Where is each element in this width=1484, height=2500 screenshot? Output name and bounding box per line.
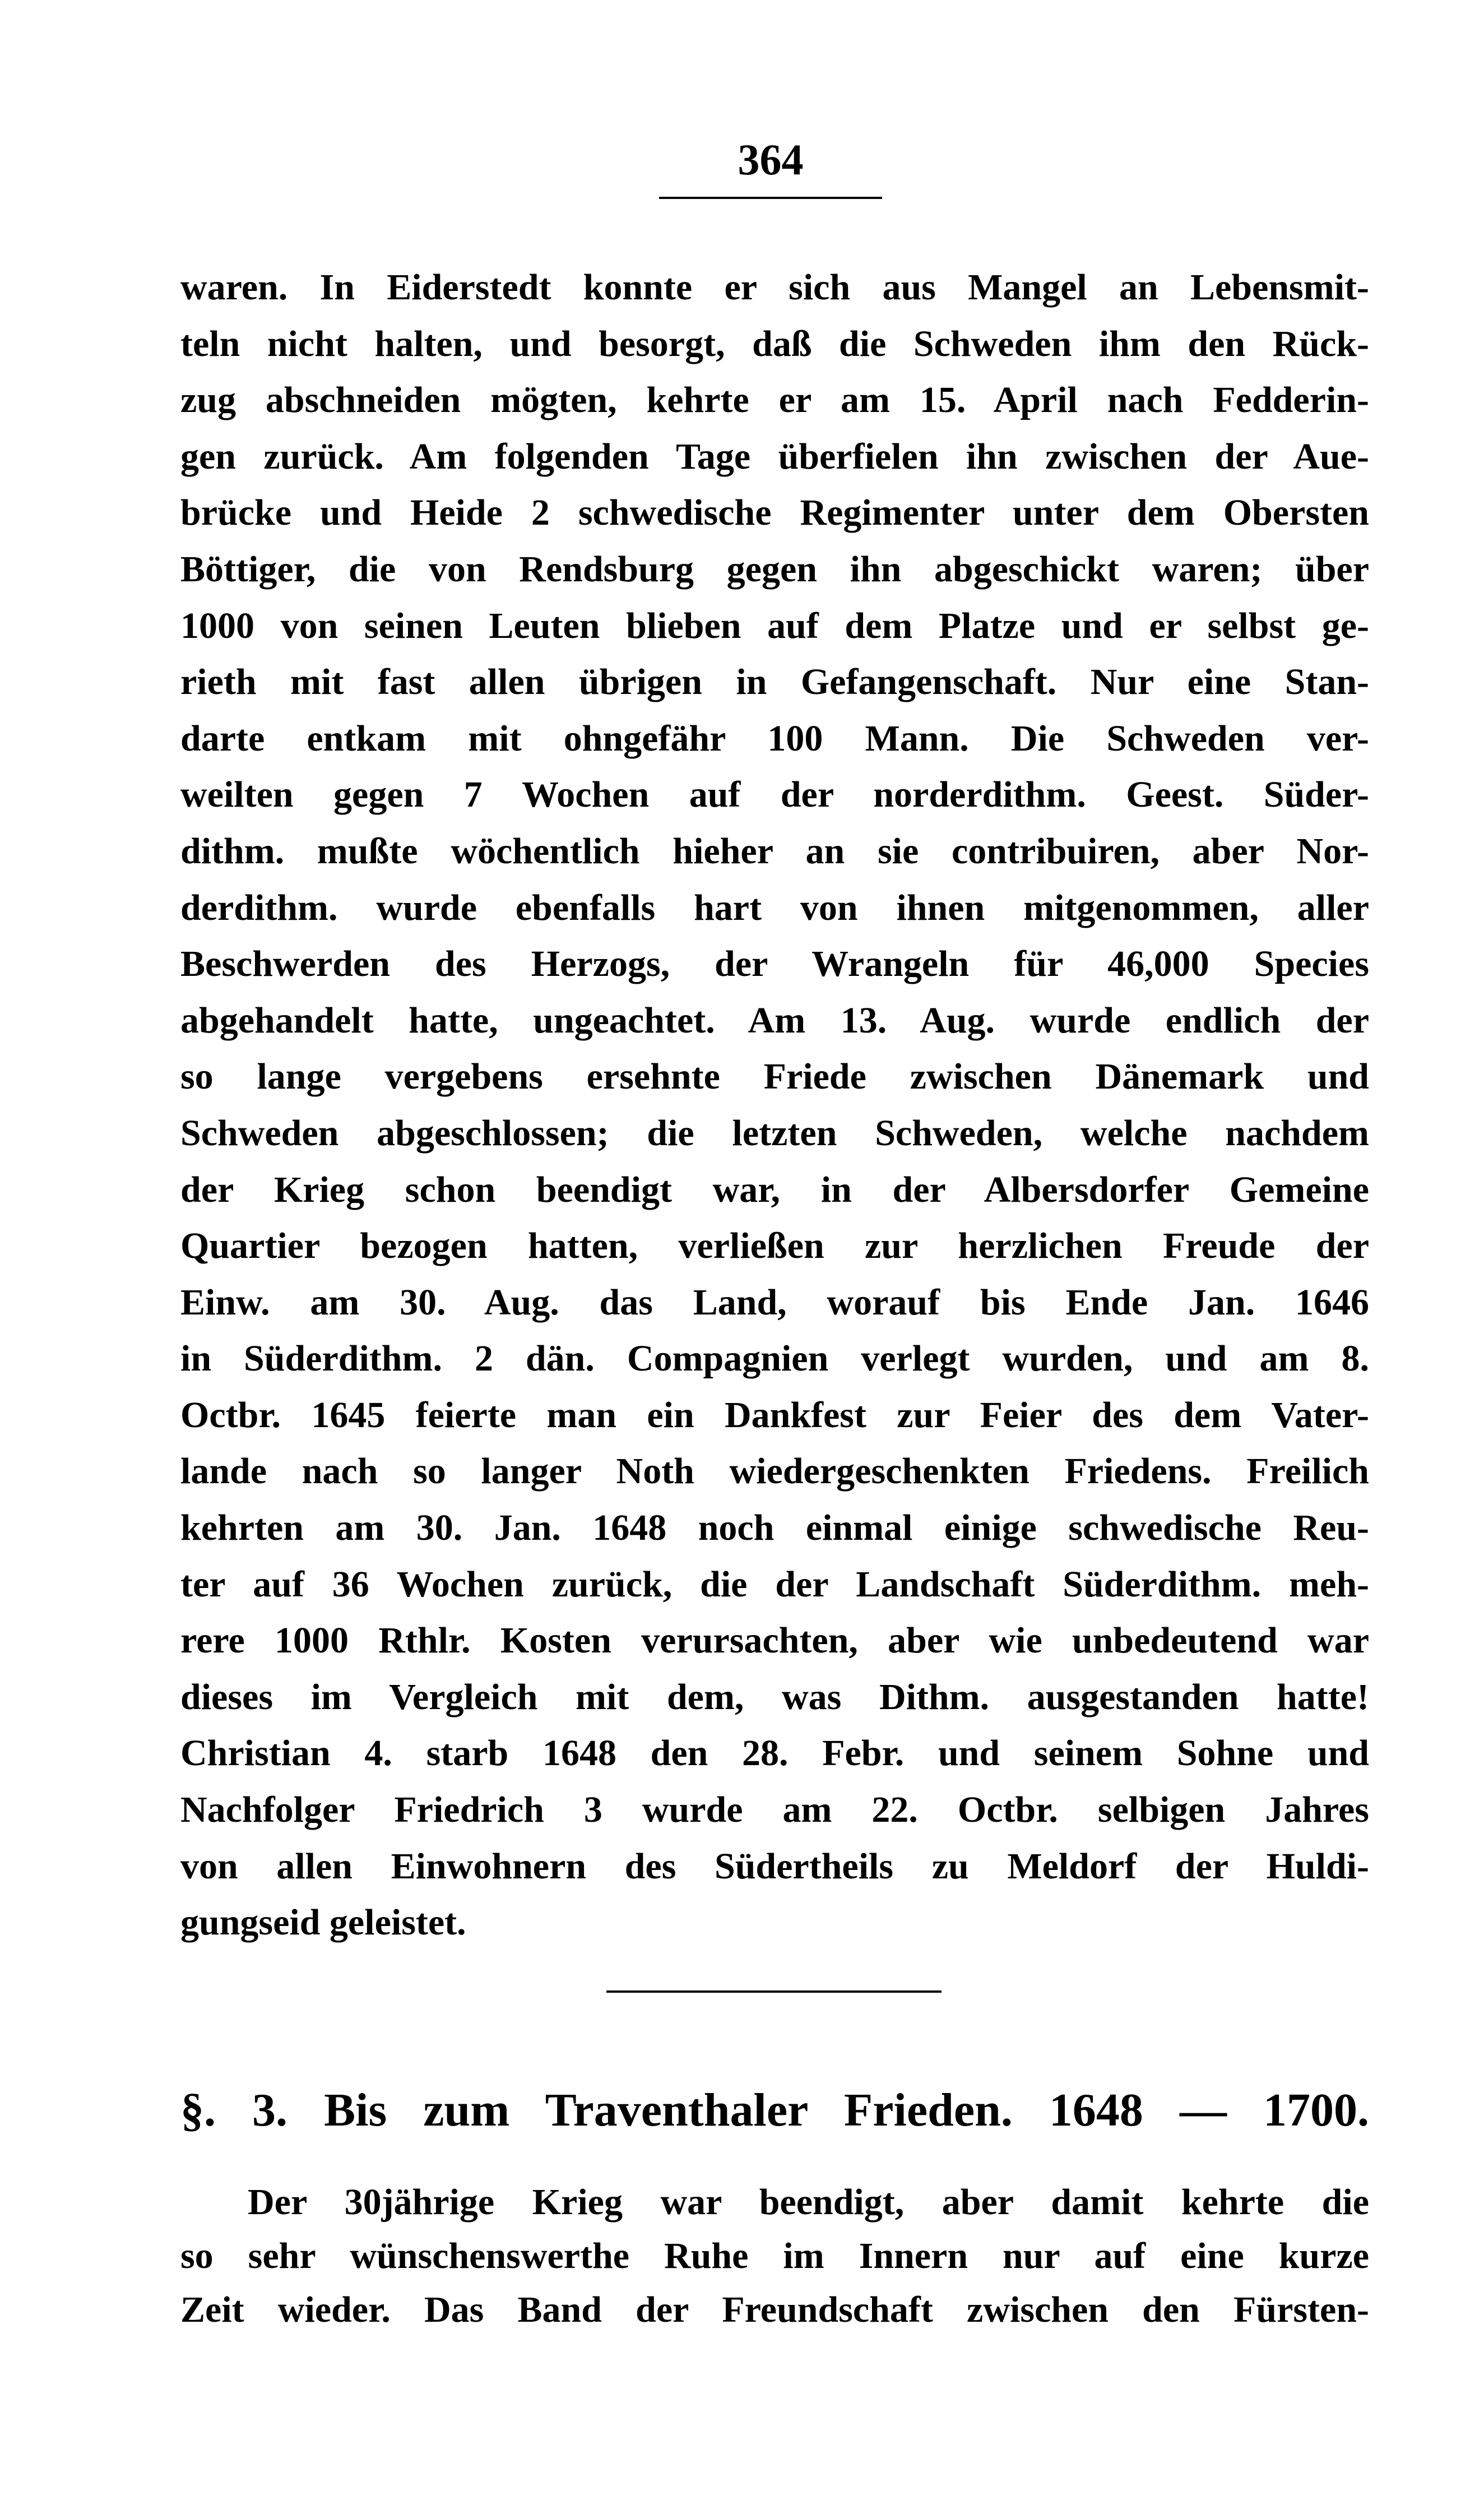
text-line: lande nach so langer Noth wiedergeschenkten Friedens. Freilich	[180, 1451, 1369, 1492]
text-line: derdithm. wurde ebenfalls hart von ihnen mitgenommen, aller	[180, 887, 1369, 928]
text-line: Quartier bezogen hatten, verließen zur herzlichen Freude der	[180, 1225, 1369, 1267]
text-line: brücke und Heide 2 schwedische Regimenter unter dem Obersten	[180, 492, 1369, 534]
text-line: weilten gegen 7 Wochen auf der norderdithm. Geest. Süder-	[180, 774, 1369, 816]
page-number-rule	[659, 197, 882, 199]
text-line: dithm. mußte wöchentlich hieher an sie contribuiren, aber Nor-	[180, 830, 1369, 872]
page-number: 364	[738, 135, 804, 184]
text-line: Nachfolger Friedrich 3 wurde am 22. Octbr. selbigen Jahres	[180, 1789, 1369, 1831]
text-line: dieses im Vergleich mit dem, was Dithm. ausgestanden hatte!	[180, 1676, 1369, 1717]
text-line: der Krieg schon beendigt war, in der Albersdorfer Gemeine	[180, 1169, 1369, 1210]
text-line: Schweden abgeschlossen; die letzten Schweden, welche nachdem	[180, 1112, 1369, 1154]
text-line: gungseid geleistet.	[180, 1902, 466, 1943]
text-line: abgehandelt hatte, ungeachtet. Am 13. Aug. wurde endlich der	[180, 999, 1369, 1041]
text-line: Christian 4. starb 1648 den 28. Febr. und seinem Sohne und	[180, 1733, 1369, 1774]
text-line: waren. In Eiderstedt konnte er sich aus Mangel an Lebensmit-	[180, 267, 1369, 308]
text-line: Octbr. 1645 feierte man ein Dankfest zur Feier des dem Vater-	[180, 1394, 1369, 1436]
body-text	[180, 260, 1369, 1951]
text-line: kehrten am 30. Jan. 1648 noch einmal einige schwedische Reu-	[180, 1507, 1369, 1549]
text-line: rere 1000 Rthlr. Kosten verursachten, aber wie unbedeutend war	[180, 1620, 1369, 1661]
text-line: zug abschneiden mögten, kehrte er am 15. April nach Fedderin-	[180, 379, 1369, 421]
section-paragraph	[180, 2175, 1369, 2337]
text-line: so sehr wünschenswerthe Ruhe im Innern nur auf eine kurze	[180, 2235, 1369, 2276]
text-line: Beschwerden des Herzogs, der Wrangeln für 46,000 Species	[180, 943, 1369, 985]
text-line: von allen Einwohnern des Südertheils zu Meldorf der Huldi-	[180, 1845, 1369, 1887]
text-line: Zeit wieder. Das Band der Freundschaft zwischen den Fürsten-	[180, 2289, 1369, 2330]
text-line: rieth mit fast allen übrigen in Gefangenschaft. Nur eine Stan-	[180, 661, 1369, 703]
text-line: darte entkam mit ohngefähr 100 Mann. Die Schweden ver-	[180, 717, 1369, 759]
section-heading: §. 3. Bis zum Traventhaler Frieden. 1648 — 1700.	[180, 2084, 1369, 2136]
text-line: Der 30jährige Krieg war beendigt, aber damit kehrte die	[248, 2182, 1369, 2223]
text-line: ter auf 36 Wochen zurück, die der Landschaft Süderdithm. meh-	[180, 1563, 1369, 1605]
text-line: Einw. am 30. Aug. das Land, worauf bis Ende Jan. 1646	[180, 1281, 1369, 1323]
text-line: so lange vergebens ersehnte Friede zwischen Dänemark und	[180, 1056, 1369, 1098]
text-line: Böttiger, die von Rendsburg gegen ihn abgeschickt waren; über	[180, 548, 1369, 590]
text-line: in Süderdithm. 2 dän. Compagnien verlegt wurden, und am 8.	[180, 1338, 1369, 1379]
section-divider	[606, 1990, 942, 1993]
text-line: gen zurück. Am folgenden Tage überfielen ihn zwischen der Aue-	[180, 436, 1369, 477]
text-line: teln nicht halten, und besorgt, daß die Schweden ihm den Rück-	[180, 323, 1369, 364]
text-line: 1000 von seinen Leuten blieben auf dem Platze und er selbst ge-	[180, 605, 1369, 646]
